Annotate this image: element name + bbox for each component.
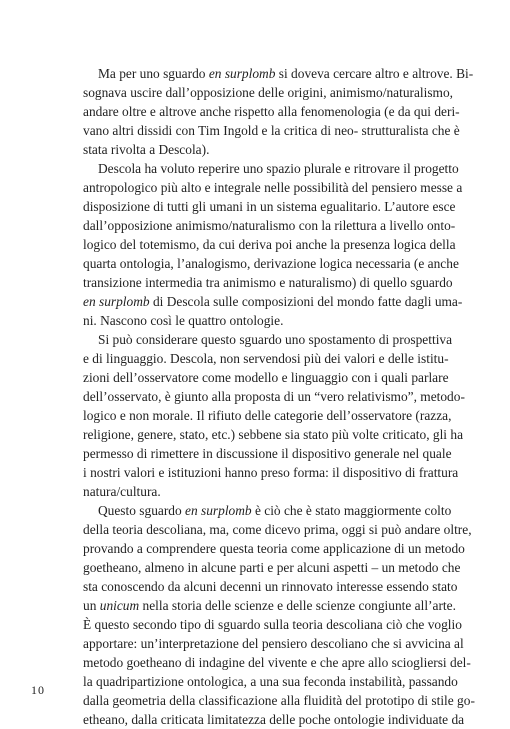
page-number: 10 [31,683,45,697]
text-segment: permesso di rimettere in discussione il dispositivo generale nel quale [83,446,452,461]
italic-text: en surplomb [208,66,276,81]
text-segment: quarta ontologia, l’analogismo, derivazione logica necessaria (e anche [83,256,459,271]
text-segment: metodo goetheano di indagine del vivente e che apre allo sciogliersi del- [83,655,471,670]
text-line [83,425,464,444]
text-segment: provando a comprendere questa teoria come applicazione di un metodo [83,541,465,556]
text-segment: apportare: un’interpretazione del pensiero descoliano che si avvicina al [83,636,464,651]
text-segment: la quadripartizione ontologica, a una sua feconda instabilità, passando [83,674,458,689]
text-line [83,292,463,311]
text-line [83,387,465,406]
text-segment: dell’osservato, è giunto alla proposta di un “vero relativismo”, metodo- [83,389,465,404]
text-segment: i nostri valori e istituzioni hanno preso forma: il dispositivo di frattura [83,465,459,480]
text-segment: logico del totemismo, da cui deriva poi anche la presenza logica della [83,237,456,252]
text-line [83,159,459,178]
text-line [83,64,474,83]
text-segment: un [83,598,100,613]
text-segment: natura/cultura. [83,484,161,499]
text-line [83,501,452,520]
text-line [83,235,456,254]
text-line [83,197,456,216]
text-line [83,558,461,577]
paragraph [83,64,474,159]
text-line [83,140,421,159]
text-segment: antropologico più alto e integrale nelle possibilità del pensiero messe a [83,180,463,195]
text-segment: logico e non morale. Il rifiuto delle categorie dell’osservatore (razza, [83,408,452,423]
paragraph [83,330,465,501]
italic-text: en surplomb [185,503,252,518]
text-segment: disposizione di tutti gli umani in un sistema egualitario. L’autore esce [83,199,456,214]
text-line [83,615,462,634]
text-line [83,691,475,710]
text-segment: sta conoscendo da alcuni decenni un rinnovato interesse essendo stato [83,579,458,594]
text-segment: transizione intermedia tra animismo e naturalismo) di quello sguardo [83,275,453,290]
paragraph [83,501,475,729]
text-line [83,254,459,273]
text-line [83,520,472,539]
text-line [83,273,453,292]
body-text [83,64,475,729]
paragraph [83,159,463,330]
text-line [83,653,471,672]
text-segment: è ciò che è stato maggiormente colto [251,503,452,518]
text-segment: religione, genere, stato, etc.) sebbene sia stato più volte criticato, gli ha [83,427,464,442]
italic-text: en surplomb [83,294,150,309]
text-segment: andare oltre e altrove anche rispetto alla fenomenologia (e da qui deri- [83,104,460,119]
text-line [83,406,452,425]
text-segment: dalla geometria della classificazione alla fluidità del prototipo di stile go- [83,693,475,708]
text-segment: nella storia delle scienze e delle scienze congiunte all’arte. [139,598,456,613]
text-line [83,121,460,140]
text-segment: Si può considerare questo sguardo uno spostamento di prospettiva [98,332,453,347]
text-segment: zioni dell’osservatore come modello e linguaggio con i quali parlare [83,370,449,385]
text-line [83,444,452,463]
text-segment: sognava uscire dall’opposizione delle origini, animismo/naturalismo, [83,85,454,100]
text-line [83,596,456,615]
text-line [83,482,421,501]
text-segment: Descola ha voluto reperire uno spazio plurale e ritrovare il progetto [98,161,459,176]
text-segment: Questo sguardo [98,503,186,518]
text-segment: stata rivolta a Descola). [83,142,210,157]
text-segment: dall’opposizione animismo/naturalismo con la rilettura a livello onto- [83,218,456,233]
text-segment: goetheano, almeno in alcune parti e per alcuni aspetti – un metodo che [83,560,461,575]
text-segment: etheano, dalla criticata limitatezza delle poche ontologie individuate da [83,712,465,727]
text-line [83,102,460,121]
text-line [83,216,456,235]
text-line [83,539,465,558]
text-line [83,349,449,368]
text-segment: della teoria descoliana, ma, come dicevo prima, oggi si può andare oltre, [83,522,472,537]
text-segment: e di linguaggio. Descola, non servendosi più dei valori e delle istitu- [83,351,449,366]
text-segment: di Descola sulle composizioni del mondo fatte dagli uma- [149,294,463,309]
text-segment: È questo secondo tipo di sguardo sulla teoria descoliana ciò che voglio [83,617,462,632]
text-line [83,463,459,482]
text-line [83,634,464,653]
text-line [83,672,458,691]
text-line [83,577,458,596]
text-segment: si doveva cercare altro e altrove. Bi- [275,66,474,81]
text-line [83,83,454,102]
text-segment: ni. Nascono così le quattro ontologie. [83,313,284,328]
text-line [83,368,449,387]
text-line [83,330,453,349]
text-segment: vano altri dissidi con Tim Ingold e la critica di neo- strutturalista che è [83,123,460,138]
text-segment: Ma per uno sguardo [98,66,209,81]
text-line [83,178,463,197]
italic-text: unicum [99,598,140,613]
text-line [83,311,421,330]
